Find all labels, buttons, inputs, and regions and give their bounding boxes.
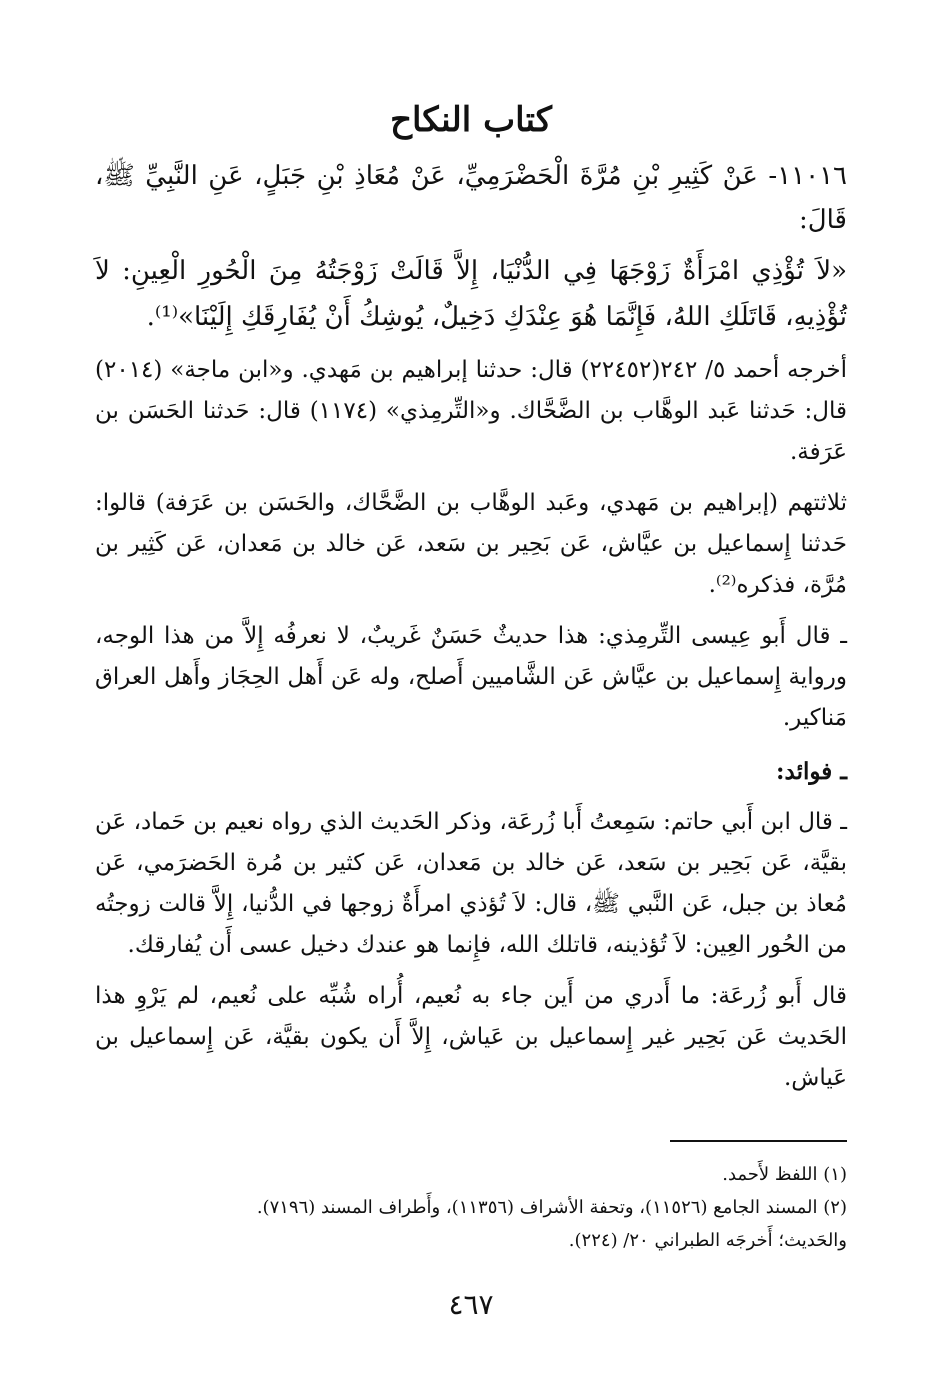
fawaid-heading: ـ فوائد: (776, 758, 847, 785)
isnad-paragraph: ثلاثتهم (إبراهيم بن مَهدي، وعَبد الوهَّاب بن الضَّحَّاك، والحَسَن بن عَرَفة) قالوا: حَدثنا إِسماعيل بن عيَّاش، عَن بَحِير بن سَعد، عَن خالد بن مَعدان، عَن كَثِير بن مُرَّة، فذكره⁽²⁾. (95, 490, 847, 598)
fawaid-paragraph: ـ قال ابن أَبي حاتم: سَمِعتُ أَبا زُرعَة، وذكر الحَديث الذي رواه نعيم بن حَماد، عَن بقيَّة، عَن بَحِير بن سَعد، عَن خالد بن مَعدان، عَن كثير بن مُرة الحَضرَمي، عَن مُعاذ بن جبل، عَن النَّبي ﷺ، قال: لاَ تُؤذي امرأَةٌ زوجها في الدُّنيا، إِلاَّ قالت زوجتُه من الحُور العِين: لاَ تُؤذينه، قاتلك الله، فإِنما هو عندك دخيل عسى أَن يُفارقك. (95, 809, 847, 958)
hadith-matn: «لاَ تُؤْذِي امْرَأَةٌ زَوْجَهَا فِي الدُّنْيَا، إِلاَّ قَالَتْ زَوْجَتُهُ مِنَ الْحُورِ الْعِينِ: لاَ تُؤْذِيهِ، قَاتَلَكِ اللهُ، فَإِنَّمَا هُوَ عِنْدَكِ دَخِيلٌ، يُوشِكُ أَنْ يُفَارِقَكِ إِلَيْنَا»⁽¹⁾. (95, 256, 847, 332)
footnote-2-continued: والحَديث؛ أَخرجَه الطبراني ٢٠/ (٢٢٤). (568, 1230, 847, 1251)
tirmidhi-comment: ـ قال أَبو عِيسى التِّرمِذي: هذا حديثٌ حَسَنٌ غَريبٌ، لا نعرفُه إِلاَّ من هذا الوجه، ورواية إِسماعيل بن عيَّاش عَن الشَّاميين أَصلح، وله عَن أَهل الحِجَاز وأَهل العراق مَناكير. (95, 623, 847, 731)
takhrij-paragraph: أخرجه أحمد ٥/ ٢٤٢(٢٢٤٥٢) قال: حدثنا إبراهيم بن مَهدي. و«ابن ماجة» (٢٠١٤) قال: حَدثنا عَبد الوهَّاب بن الضَّحَّاك. و«التِّرمِذي» (١١٧٤) قال: حَدثنا الحَسَن بن عَرَفة. (95, 357, 847, 465)
footnote-2: (٢) المسند الجامع (١١٥٢٦)، وتحفة الأشراف (١١٣٥٦)، وأَطراف المسند (٧١٩٦). (256, 1197, 847, 1218)
hadith-isnad: ١١٠١٦- عَنْ كَثِيرِ بْنِ مُرَّةَ الْحَضْرَمِيِّ، عَنْ مُعَاذِ بْنِ جَبَلٍ، عَنِ النَّبِيِّ ﷺ، قَالَ: (95, 161, 847, 235)
page-number: ٤٦٧ (448, 1288, 494, 1321)
page-title: كتاب النكاح (390, 100, 552, 140)
footnotes (95, 1158, 847, 1257)
page-body (95, 100, 847, 1099)
footnote-1: (١) اللفظ لأَحمد. (722, 1164, 847, 1185)
fawaid-paragraph: قال أَبو زُرعَة: ما أَدري من أَين جاء به نُعيم، أُراه شُبِّه على نُعيم، لم يَرْوِ هذا الحَديث عَن بَحِير غير إِسماعيل بن عَياش، إِلاَّ أَن يكون بقيَّة، عَن إِسماعيل بن عَياش. (95, 983, 847, 1091)
footnote-divider (670, 1140, 847, 1142)
